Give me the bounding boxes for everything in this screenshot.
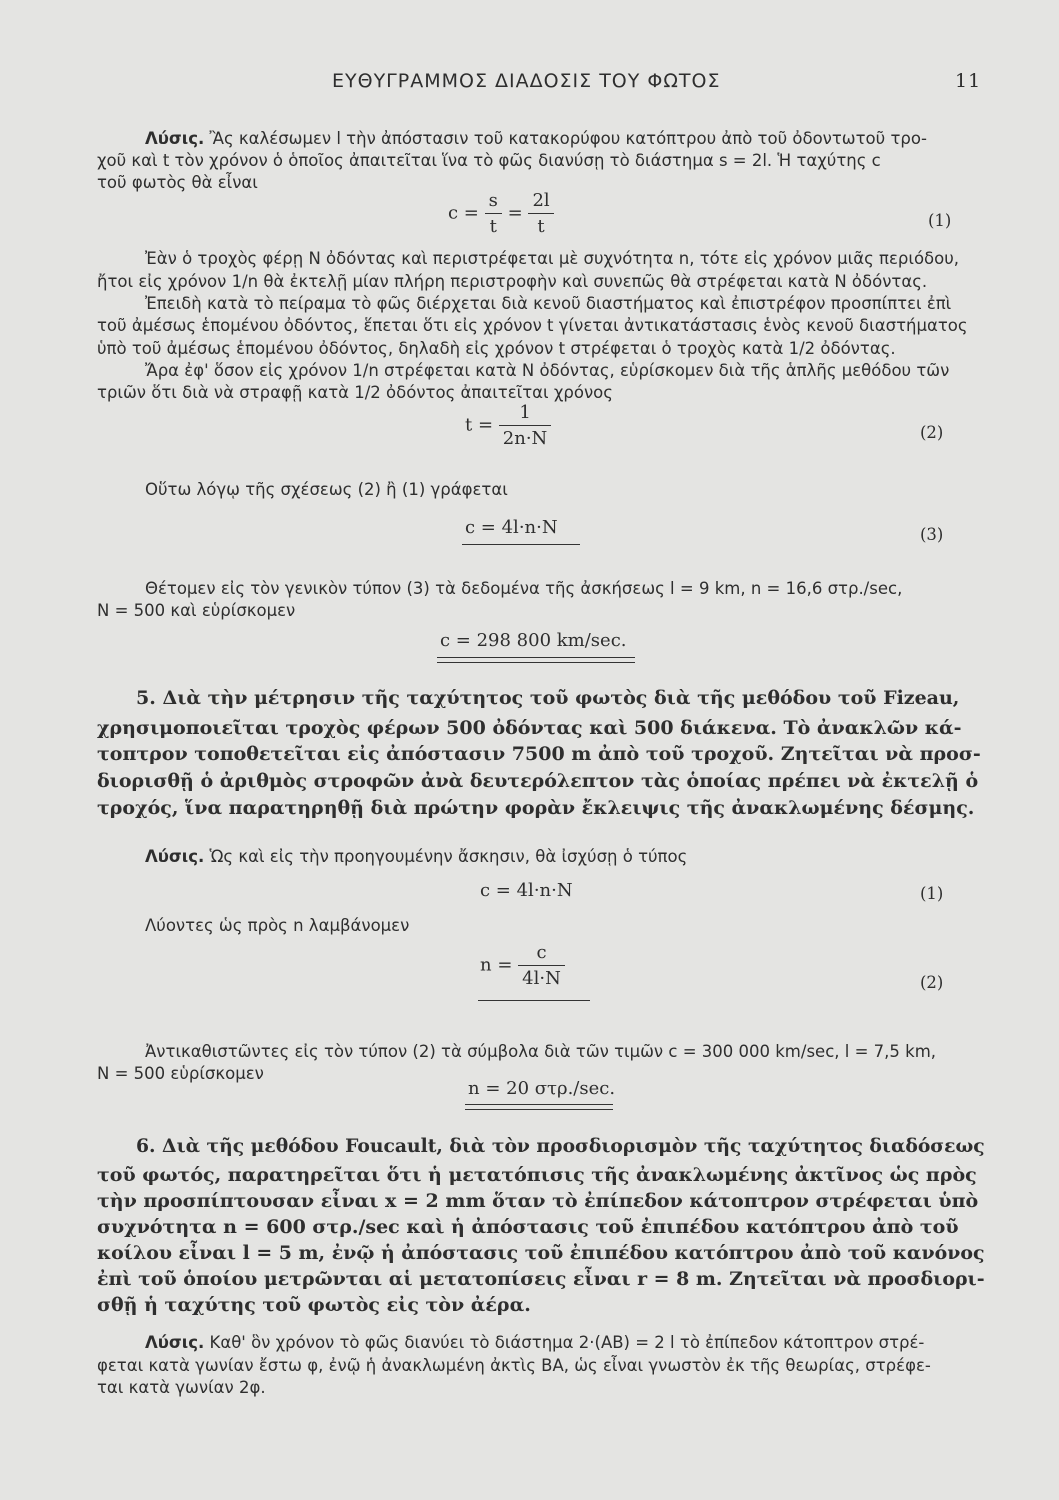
result-c-value: c = 298 800 km/sec. <box>440 630 627 651</box>
equation-t-equals: t = $\frac{1}{2n\cdot N}$ <box>465 402 551 449</box>
equation-c-equals-s-over-t: c = $\frac{s}{t}$ = $\frac{2l}{t}$ <box>448 190 554 237</box>
problem6-line5: κοίλου εἶναι l = 5 m, ἐνῷ ἡ ἀπόστασις τοῦ ἐπιπέδου κατόπτρου ἀπὸ τοῦ κανόνος <box>97 1242 985 1264</box>
solution4-label: Λύσις. <box>145 129 205 148</box>
solution4-p3-line2: τοῦ ἀμέσως ἑπομένου ὀδόντος, ἕπεται ὅτι εἰς χρόνον t γίνεται ἀντικατάστασις ἑνὸς κενοῦ διαστήματος <box>97 316 968 335</box>
solution5-line1 <box>145 846 687 867</box>
solution4-p5: Οὕτω λόγῳ τῆς σχέσεως (2) ἢ (1) γράφεται <box>145 480 508 499</box>
solution4-p3-line3: ὑπὸ τοῦ ἀμέσως ἑπομένου ὀδόντος, δηλαδὴ εἰς χρόνον t στρέφεται ὁ τροχὸς κατὰ 1/2 ὀδόντας. <box>97 339 896 358</box>
solution4-p6-line2: N = 500 καὶ εὑρίσκομεν <box>97 601 296 620</box>
solution5-equation-number-1: (1) <box>920 884 944 903</box>
solution4-line2: χοῦ καὶ t τὸν χρόνον ὁ ὁποῖος ἀπαιτεῖται ἵνα τὸ φῶς διανύσῃ τὸ διάστημα s = 2l. Ἡ ταχύτης c <box>97 151 881 170</box>
solution5-line4: N = 500 εὑρίσκομεν <box>97 1064 264 1083</box>
problem5-line3: τοπτρον τοποθετεῖται εἰς ἀπόστασιν 7500 m ἀπὸ τοῦ τροχοῦ. Ζητεῖται νὰ προσ- <box>97 743 981 765</box>
problem6-line7: σθῇ ἡ ταχύτης τοῦ φωτὸς εἰς τὸν ἀέρα. <box>97 1294 531 1316</box>
solution4-p6-line1: Θέτομεν εἰς τὸν γενικὸν τύπον (3) τὰ δεδομένα τῆς ἀσκήσεως l = 9 km, n = 16,6 στρ./sec, <box>145 579 903 598</box>
problem6-line6: ἐπὶ τοῦ ὁποίου μετρῶνται αἱ μετατοπίσεις εἶναι r = 8 m. Ζητεῖται νὰ προσδιορι- <box>97 1268 985 1290</box>
solution5-label: Λύσις. <box>145 847 205 866</box>
problem6-line3: τὴν προσπίπτουσαν εἶναι x = 2 mm ὅταν τὸ ἐπίπεδον κάτοπτρον στρέφεται ὑπὸ <box>97 1190 979 1212</box>
solution4-p3-line1: Ἐπειδὴ κατὰ τὸ πείραμα τὸ φῶς διέρχεται διὰ κενοῦ διαστήματος καὶ ἐπιστρέφον προσπίπτει ἐπὶ <box>145 294 952 313</box>
equation-number-3: (3) <box>920 525 944 544</box>
solution5-equation-1: c = 4l·n·N <box>480 880 573 901</box>
equation-underline <box>462 544 580 545</box>
solution5-equation-2: n = $\frac{c}{4l\cdot N}$ <box>480 942 565 989</box>
result-n-value: n = 20 στρ./sec. <box>468 1078 616 1099</box>
problem6-line2: τοῦ φωτός, παρατηρεῖται ὅτι ἡ μετατόπισις τῆς ἀνακλωμένης ἀκτῖνος ὡς πρὸς <box>97 1164 977 1186</box>
solution4-p2-line2: ἤτοι εἰς χρόνον 1/n θὰ ἐκτελῇ μίαν πλήρη περιστροφὴν καὶ συνεπῶς θὰ στρέφεται κατὰ Ν ὀδόντας. <box>97 272 928 291</box>
solution5-equation-number-2: (2) <box>920 973 944 992</box>
solution4-p4-line1: Ἄρα ἐφ' ὅσον εἰς χρόνον 1/n στρέφεται κατὰ Ν ὀδόντας, εὑρίσκομεν διὰ τῆς ἁπλῆς μεθόδου τῶν <box>145 361 950 380</box>
problem5-line4: διορισθῇ ὁ ἀριθμὸς στροφῶν ἀνὰ δευτερόλεπτον τὰς ὁποίας πρέπει νὰ ἐκτελῇ ὁ <box>97 770 979 792</box>
problem6-line1: 6. Διὰ τῆς μεθόδου Foucault, διὰ τὸν προσδιορισμὸν τῆς ταχύτητος διαδόσεως <box>136 1135 985 1157</box>
problem5-line5: τροχός, ἵνα παρατηρηθῇ διὰ πρώτην φορὰν ἔκλειψις τῆς ἀνακλωμένης δέσμης. <box>97 797 975 819</box>
page-number: 11 <box>955 70 982 92</box>
solution4-text-1: Ἂς καλέσωμεν l τὴν ἀπόστασιν τοῦ κατακορύφου κατόπτρου ἀπὸ τοῦ ὀδοντωτοῦ τρο- <box>209 129 927 148</box>
solution5-equation-2-underline <box>478 1000 590 1001</box>
solution6-line3: ται κατὰ γωνίαν 2φ. <box>97 1378 266 1397</box>
result-n-underline-2 <box>465 1109 613 1110</box>
solution4-p4-line2: τριῶν ὅτι διὰ νὰ στραφῇ κατὰ 1/2 ὀδόντος ἀπαιτεῖται χρόνος <box>97 383 613 402</box>
solution6-text-1: Καθ' ὃν χρόνον τὸ φῶς διανύει τὸ διάστημα 2·(AB) = 2 l τὸ ἐπίπεδον κάτοπτρον στρέ- <box>209 1333 925 1352</box>
solution4-line1 <box>145 128 927 149</box>
problem6-line4: συχνότητα n = 600 στρ./sec καὶ ἡ ἀπόστασις τοῦ ἐπιπέδου κατόπτρου ἀπὸ τοῦ <box>97 1216 959 1238</box>
problem5-line1: 5. Διὰ τὴν μέτρησιν τῆς ταχύτητος τοῦ φωτὸς διὰ τῆς μεθόδου τοῦ Fizeau, <box>136 687 960 709</box>
equation-c-4lnN: c = 4l·n·N <box>465 517 558 538</box>
result-underline-2 <box>437 662 635 663</box>
equation-number-1: (1) <box>928 211 952 230</box>
solution5-line3: Ἀντικαθιστῶντες εἰς τὸν τύπον (2) τὰ σύμβολα διὰ τῶν τιμῶν c = 300 000 km/sec, l = 7,5 km, <box>145 1042 937 1061</box>
result-n-underline <box>465 1104 613 1105</box>
solution4-line3: τοῦ φωτὸς θὰ εἶναι <box>97 173 258 192</box>
solution6-line1 <box>145 1332 924 1353</box>
problem5-line2: χρησιμοποιεῖται τροχὸς φέρων 500 ὀδόντας καὶ 500 διάκενα. Τὸ ἀνακλῶν κά- <box>97 717 962 739</box>
solution4-p2-line1: Ἐὰν ὁ τροχὸς φέρῃ Ν ὀδόντας καὶ περιστρέφεται μὲ συχνότητα n, τότε εἰς χρόνον μιᾶς περιόδου, <box>145 249 960 268</box>
solution5-text-1: Ὡς καὶ εἰς τὴν προηγουμένην ἄσκησιν, θὰ ἰσχύσῃ ὁ τύπος <box>209 847 688 866</box>
solution6-label: Λύσις. <box>145 1333 205 1352</box>
solution5-line2: Λύοντες ὡς πρὸς n λαμβάνομεν <box>145 916 410 935</box>
result-underline <box>437 657 635 658</box>
running-header-title: ΕΥΘΥΓΡΑΜΜΟΣ ΔΙΑΔΟΣΙΣ ΤΟΥ ΦΩΤΟΣ <box>332 70 721 92</box>
equation-number-2: (2) <box>920 423 944 442</box>
solution6-line2: φεται κατὰ γωνίαν ἔστω φ, ἐνῷ ἡ ἀνακλωμένη ἀκτὶς BA, ὡς εἶναι γνωστὸν ἐκ τῆς θεωρίας, στρέφε- <box>97 1356 931 1375</box>
